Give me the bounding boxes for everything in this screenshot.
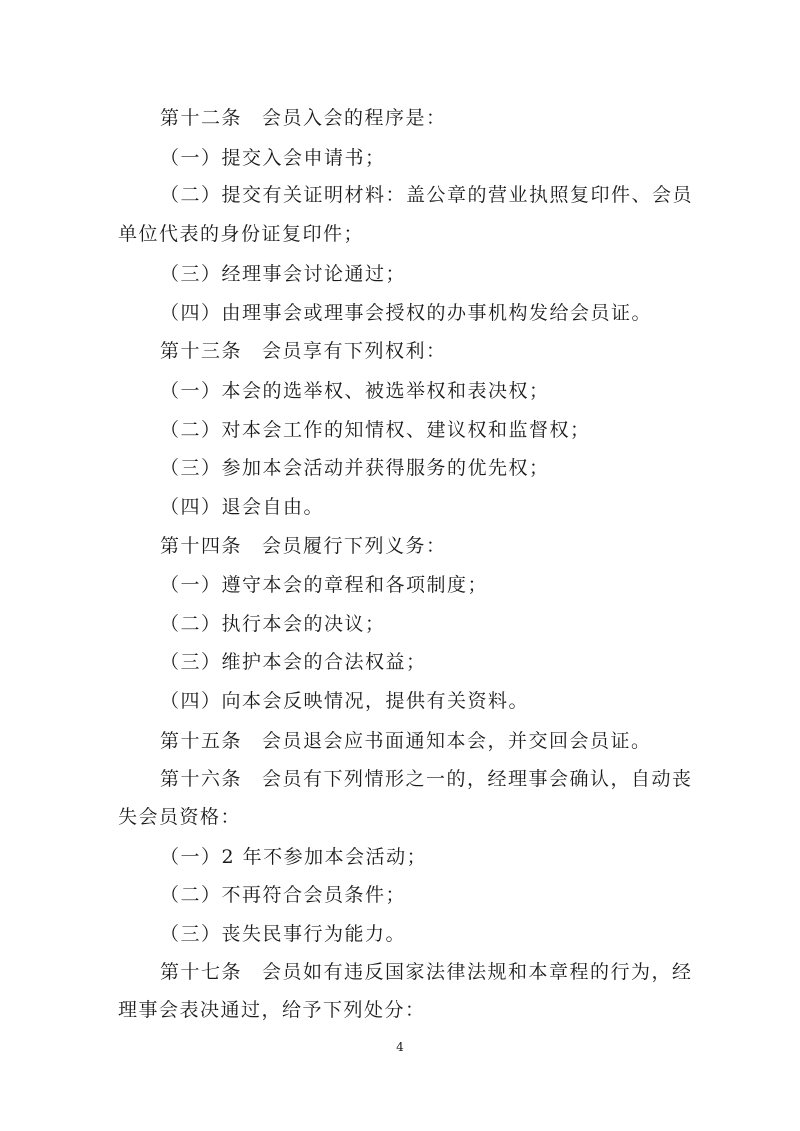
article-14-item-2: （二）执行本会的决议；	[160, 613, 386, 635]
article-15	[160, 729, 652, 753]
article-16-item-3: （三）丧失民事行为能力。	[160, 923, 407, 945]
article-16	[160, 767, 693, 791]
article-12-item-3: （三）经理事会讨论通过；	[160, 263, 407, 285]
article-14-item-3: （三）维护本会的合法权益；	[160, 651, 427, 673]
article-text: 会员退会应书面通知本会，并交回会员证。	[262, 730, 652, 752]
article-13-item-2: （二）对本会工作的知情权、建议权和监督权；	[160, 419, 591, 441]
article-number: 第十三条	[160, 340, 243, 362]
article-12-item-2: （二）提交有关证明材料：盖公章的营业执照复印件、会员	[160, 184, 694, 206]
article-16-item-1: （一）2 年不参加本会活动；	[160, 846, 428, 868]
article-text: 会员如有违反国家法律法规和本章程的行为，经	[262, 961, 693, 983]
article-16-continued: 失会员资格：	[118, 806, 242, 828]
article-number: 第十二条	[160, 107, 243, 129]
article-16-item-2: （二）不再符合会员条件；	[160, 884, 407, 906]
article-12	[160, 106, 447, 130]
article-number: 第十六条	[160, 768, 243, 790]
article-12-item-4: （四）由理事会或理事会授权的办事机构发给会员证。	[160, 302, 653, 324]
article-text: 会员入会的程序是：	[262, 107, 447, 129]
article-13-item-1: （一）本会的选举权、被选举权和表决权；	[160, 380, 550, 402]
article-number: 第十四条	[160, 535, 243, 557]
article-number: 第十五条	[160, 730, 243, 752]
article-13-item-4: （四）退会自由。	[160, 496, 325, 518]
article-13-item-3: （三）参加本会活动并获得服务的优先权；	[160, 457, 550, 479]
article-17	[160, 960, 693, 984]
article-text: 会员履行下列义务：	[262, 535, 447, 557]
article-text: 会员享有下列权利：	[262, 340, 447, 362]
article-13	[160, 339, 447, 363]
article-17-continued: 理事会表决通过，给予下列处分：	[118, 999, 426, 1021]
article-14	[160, 534, 447, 558]
article-12-item-2-continued: 单位代表的身份证复印件；	[118, 223, 365, 245]
article-12-item-1: （一）提交入会申请书；	[160, 147, 386, 169]
article-14-item-1: （一）遵守本会的章程和各项制度；	[160, 574, 489, 596]
page-number: 4	[396, 1040, 404, 1054]
article-number: 第十七条	[160, 961, 243, 983]
article-text: 会员有下列情形之一的，经理事会确认，自动丧	[262, 768, 693, 790]
article-14-item-4: （四）向本会反映情况，提供有关资料。	[160, 690, 530, 712]
